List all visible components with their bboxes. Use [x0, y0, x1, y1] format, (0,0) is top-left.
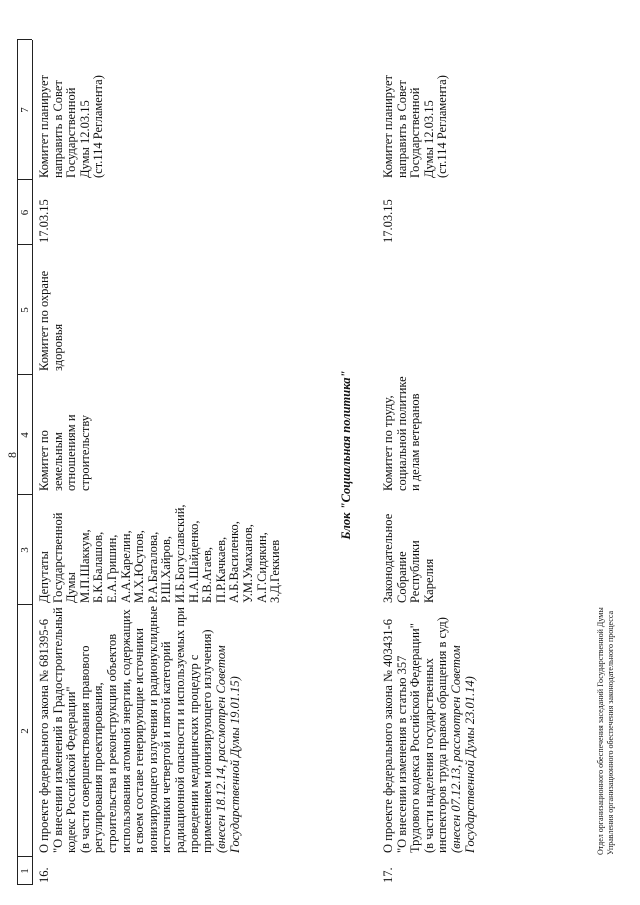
bill-authors: Депутаты Государственной Думы М.П.Шаккум, Б.К.Балашов, Е.А.Гришин, А.А.Карелин, М.Х.Юсупов, Р.А.Баталова, Р.Ш.Хайров, И.Б.Богуславский, Н.А.Шайденко, Б.В.Агаев, П.Р.Качкаев, А.Б.Василенко, У.М.Умаханов, А.Г.Сидякин, З.Д.Геккиев	[37, 504, 283, 603]
bill-title: О проекте федерального закона № 403431-6 "О внесении изменения в статью 357 Трудового кодекса Российской Федерации" (в части наделения государственных инспекторов труда правом обращения в суд)	[381, 617, 450, 853]
bill-note: (внесен 07.12.13, рассмотрен Советом Государственной Думы 23.01.14)	[449, 645, 477, 853]
footer	[596, 607, 616, 855]
column-number: 1	[19, 868, 31, 874]
column-number: 5	[19, 307, 31, 313]
footer-line: Управления организационного обеспечения законодательного процесса	[606, 610, 615, 855]
bill-authors: Законодательное Собрание Республики Карелия	[381, 513, 436, 603]
page-number: 8	[5, 452, 19, 458]
header-bottom-line	[32, 40, 33, 885]
row-number: 17.	[381, 867, 395, 883]
bill-note: (внесен 18.12.14, рассмотрен Советом Государственной Думы 19.01.15)	[214, 645, 242, 853]
committee-plan: Комитет планирует направить в Совет Государственной Думы 12.03.15 (ст.114 Регламента)	[37, 75, 106, 178]
block-title: Блок "Социальная политика"	[339, 370, 353, 540]
bill-title: О проекте федерального закона № 681395-6 "О внесении изменений в Градостроительный кодекс Российской Федерации" (в части совершенствования правового регулирования проектирования, строительства и реконструкции объектов использования атомной энергии, содержащих в своем составе генерирующие источники ионизирующего излучения и радионуклидные источники четвертой и пятой категорий радиационной опасности и используемых при проведении медицинских процедур с применением ионизирующего излучения)	[37, 605, 215, 853]
footer-line: Отдел организационного обеспечения заседаний Государственной Думы	[596, 607, 605, 855]
column-number: 2	[19, 728, 31, 734]
responsible-committee: Комитет по труду, социальной политике и делам ветеранов	[381, 376, 423, 491]
column-number: 6	[19, 209, 31, 216]
column-number: 7	[19, 107, 31, 113]
committee-plan: Комитет планирует направить в Совет Государственной Думы 12.03.15 (ст.114 Регламента)	[381, 75, 450, 178]
consideration-date: 17.03.15	[381, 199, 395, 243]
consideration-date: 17.03.15	[37, 199, 51, 243]
co-committee: Комитет по охране здоровья	[37, 270, 65, 371]
responsible-committee: Комитет по земельным отношениям и строительству	[37, 414, 92, 491]
row-number: 16.	[37, 867, 51, 883]
column-number: 3	[19, 547, 31, 553]
column-number: 4	[19, 432, 31, 438]
